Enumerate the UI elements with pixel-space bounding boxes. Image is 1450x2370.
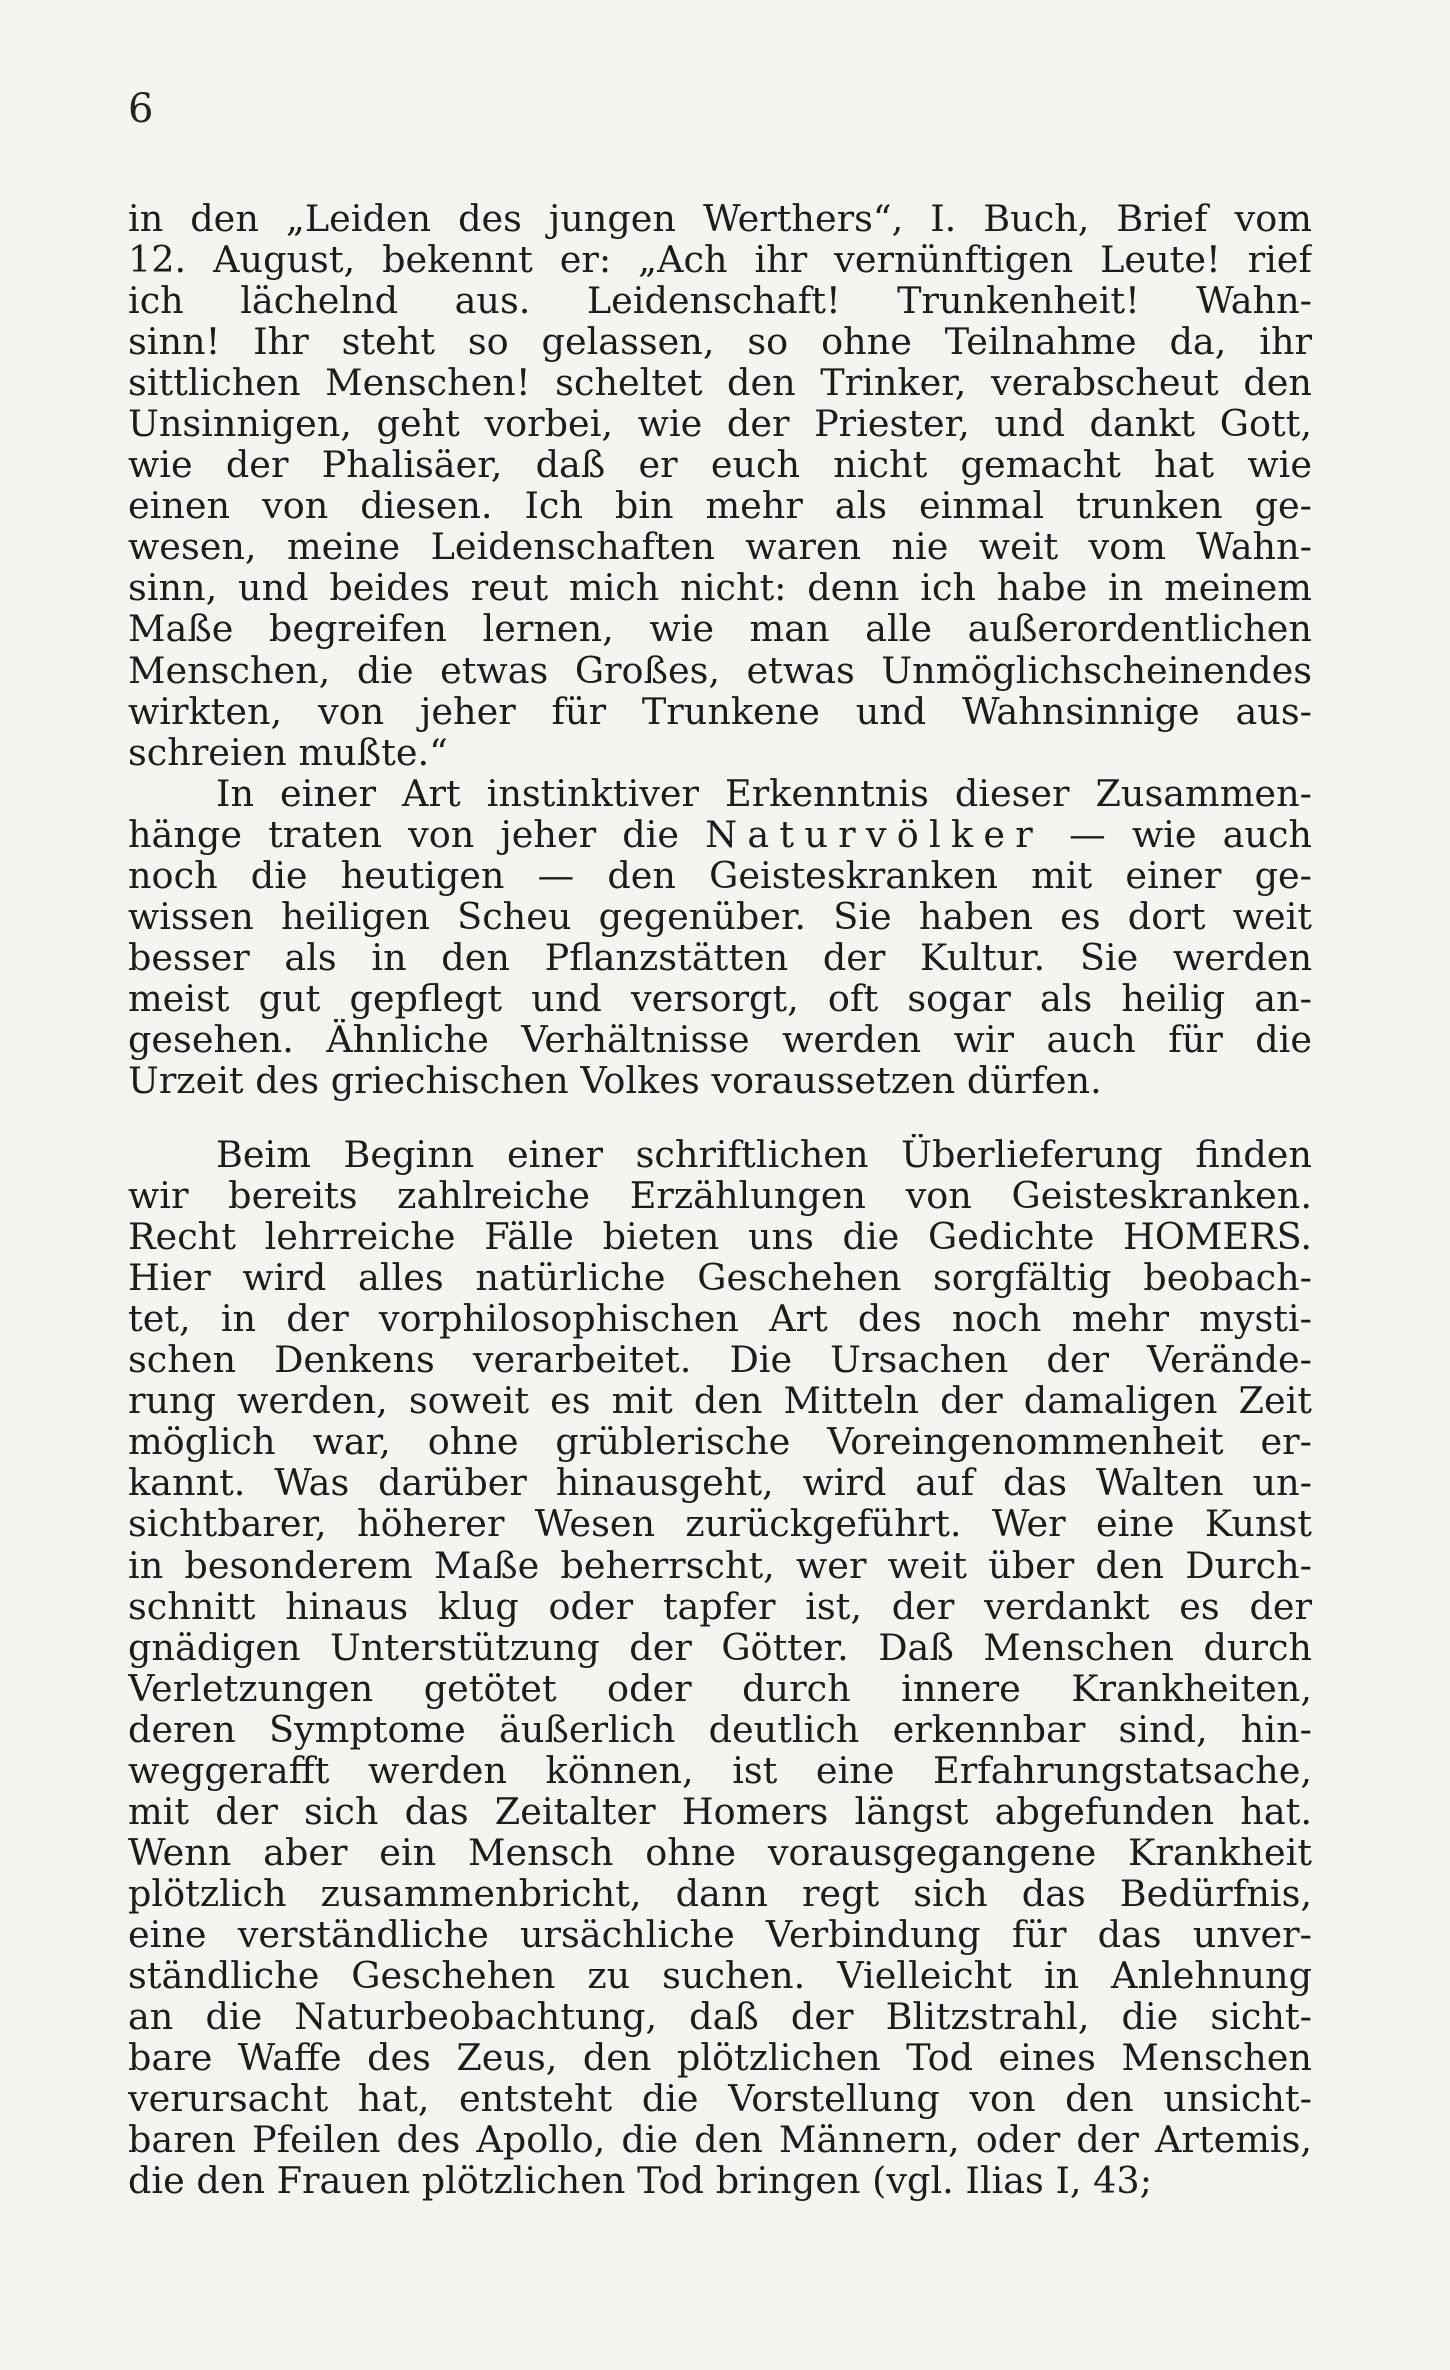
text-line: Wenn aber ein Mensch ohne vorausgegangene Krankheit	[128, 1831, 1312, 1873]
paragraph-1	[128, 198, 1312, 773]
text-line: Hier wird alles natürliche Geschehen sorgfältig beobach-	[128, 1257, 1312, 1299]
text-line: sinn! Ihr steht so gelassen, so ohne Teilnahme da, ihr	[128, 321, 1312, 363]
text-line: sittlichen Menschen! scheltet den Trinker, verabscheut den	[128, 362, 1312, 404]
text-line: schnitt hinaus klug oder tapfer ist, der verdankt es der	[128, 1585, 1312, 1627]
text-line: meist gut gepflegt und versorgt, oft sogar als heilig an-	[128, 977, 1312, 1019]
text-line: bare Waffe des Zeus, den plötzlichen Tod eines Menschen	[128, 2037, 1312, 2079]
text-line: tet, in der vorphilosophischen Art des noch mehr mysti-	[128, 1298, 1312, 1340]
text-line: sichtbarer, höherer Wesen zurückgeführt. Wer eine Kunst	[128, 1503, 1312, 1545]
text-line: rung werden, soweit es mit den Mitteln der damaligen Zeit	[128, 1380, 1312, 1422]
text-line: wesen, meine Leidenschaften waren nie weit vom Wahn-	[128, 526, 1312, 568]
text-line: Unsinnigen, geht vorbei, wie der Priester, und dankt Gott,	[128, 403, 1312, 445]
text-line: gnädigen Unterstützung der Götter. Daß Menschen durch	[128, 1626, 1312, 1668]
text-line: Urzeit des griechischen Volkes voraussetzen dürfen.	[128, 1059, 1102, 1102]
text-line: schreien mußte.“	[128, 731, 448, 773]
text-line: hänge traten von jeher die Naturvölker — wie auch	[128, 813, 1312, 855]
text-line: Menschen, die etwas Großes, etwas Unmöglichscheinendes	[128, 649, 1312, 691]
text-line: an die Naturbeobachtung, daß der Blitzstrahl, die sicht-	[128, 1996, 1312, 2038]
text-line: wir bereits zahlreiche Erzählungen von Geisteskranken.	[128, 1175, 1312, 1217]
text-line: in besonderem Maße beherrscht, wer weit über den Durch-	[128, 1544, 1312, 1586]
text-line: wirkten, von jeher für Trunkene und Wahnsinnige aus-	[128, 690, 1312, 732]
text-line: deren Symptome äußerlich deutlich erkennbar sind, hin-	[128, 1708, 1312, 1750]
text-line: gesehen. Ähnliche Verhältnisse werden wir auch für die	[128, 1018, 1312, 1060]
text-line: plötzlich zusammenbricht, dann regt sich das Bedürfnis,	[128, 1872, 1312, 1914]
text-line: weggerafft werden können, ist eine Erfahrungstatsache,	[128, 1749, 1312, 1791]
text-line: sinn, und beides reut mich nicht: denn ich habe in meinem	[128, 567, 1312, 609]
text-line: ich lächelnd aus. Leidenschaft! Trunkenheit! Wahn-	[128, 280, 1312, 322]
text-line: eine verständliche ursächliche Verbindung für das unver-	[128, 1913, 1312, 1955]
text-line: In einer Art instinktiver Erkenntnis dieser Zusammen-	[216, 772, 1312, 814]
text-line: wissen heiligen Scheu gegenüber. Sie haben es dort weit	[128, 895, 1312, 937]
paragraph-3	[128, 1134, 1312, 2201]
text-line: die den Frauen plötzlichen Tod bringen (vgl. Ilias I, 43;	[128, 2160, 1153, 2202]
paragraph-2	[128, 773, 1312, 1101]
text-line: mit der sich das Zeitalter Homers längst abgefunden hat.	[128, 1790, 1312, 1832]
text-line: besser als in den Pflanzstätten der Kultur. Sie werden	[128, 936, 1312, 978]
text-line: schen Denkens verarbeitet. Die Ursachen der Verände-	[128, 1339, 1312, 1381]
text-line: Recht lehrreiche Fälle bieten uns die Gedichte HOMERS.	[128, 1216, 1312, 1258]
text-line: Maße begreifen lernen, wie man alle außerordentlichen	[128, 608, 1312, 650]
text-line: einen von diesen. Ich bin mehr als einmal trunken ge-	[128, 485, 1312, 527]
text-line: ständliche Geschehen zu suchen. Vielleicht in Anlehnung	[128, 1954, 1312, 1997]
text-line: kannt. Was darüber hinausgeht, wird auf das Walten un-	[128, 1462, 1312, 1504]
text-line: Beim Beginn einer schriftlichen Überlieferung finden	[216, 1134, 1312, 1176]
text-line: Verletzungen getötet oder durch innere Krankheiten,	[128, 1667, 1312, 1709]
body-text	[128, 198, 1312, 2201]
text-line: möglich war, ohne grüblerische Voreingenommenheit er-	[128, 1421, 1312, 1463]
paragraph-gap	[128, 1101, 1312, 1134]
text-line: wie der Phalisäer, daß er euch nicht gemacht hat wie	[128, 444, 1312, 486]
text-line: verursacht hat, entsteht die Vorstellung von den unsicht-	[128, 2078, 1312, 2120]
text-line: 12. August, bekennt er: „Ach ihr vernünftigen Leute! rief	[128, 239, 1312, 281]
text-line: in den „Leiden des jungen Werthers“, I. Buch, Brief vom	[128, 198, 1312, 240]
text-line: noch die heutigen — den Geisteskranken mit einer ge-	[128, 854, 1312, 896]
text-line: baren Pfeilen des Apollo, die den Männern, oder der Artemis,	[128, 2119, 1312, 2161]
page-number: 6	[128, 86, 154, 132]
